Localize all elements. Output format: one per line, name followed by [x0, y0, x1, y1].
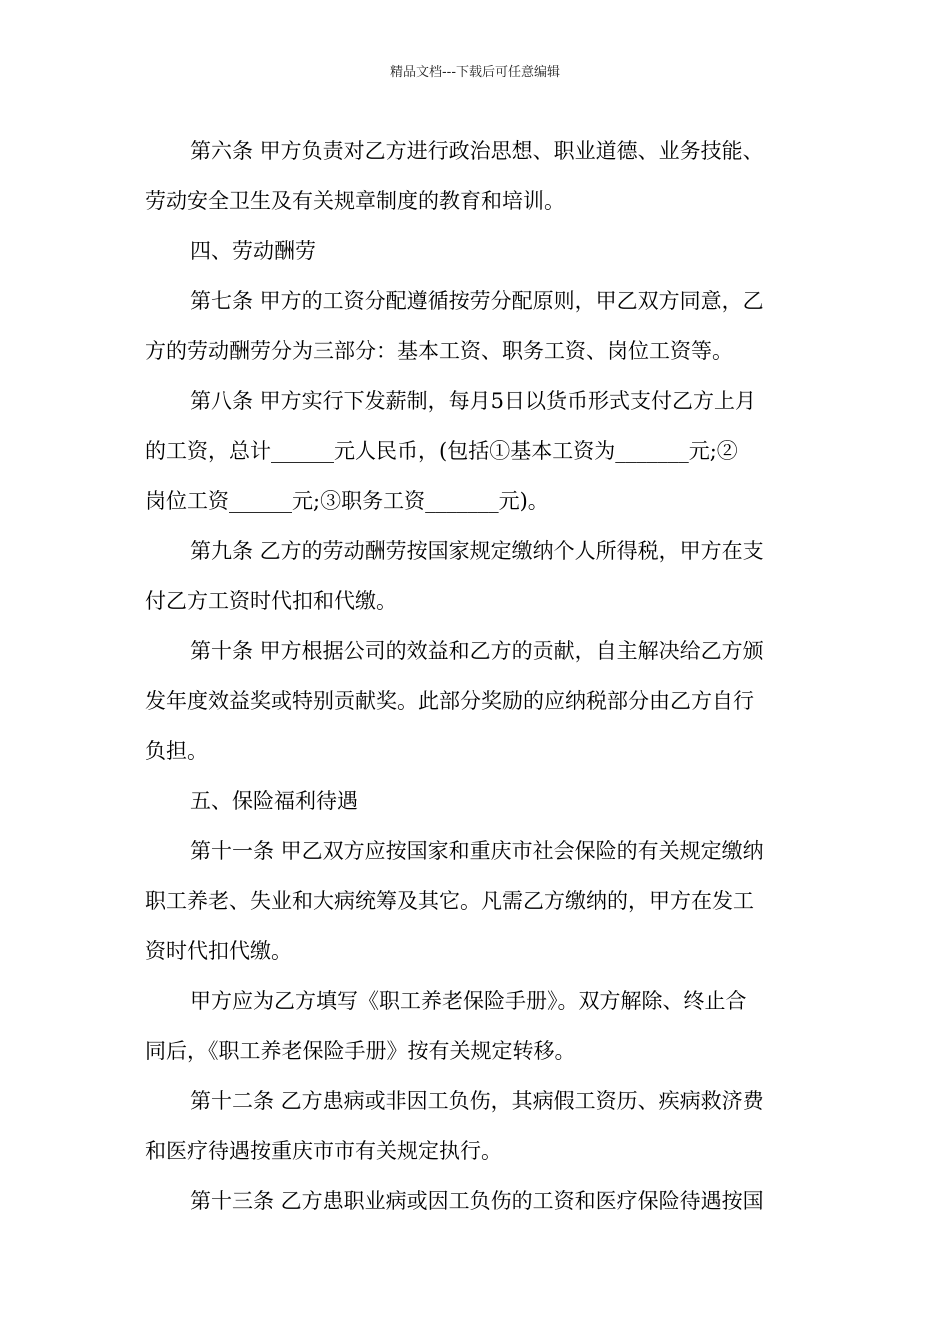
text-line: 资时代扣代缴。: [145, 939, 292, 963]
text-line: 岗位工资______元;③职务工资_______元)。: [145, 489, 549, 513]
text-line: 同后，《职工养老保险手册》按有关规定转移。: [145, 1039, 576, 1063]
text-line: 的工资，总计______元人民币，(包括①基本工资为_______元;②: [145, 439, 738, 463]
text-line: 劳动安全卫生及有关规章制度的教育和培训。: [145, 189, 565, 213]
text-line: 第六条 甲方负责对乙方进行政治思想、职业道德、业务技能、: [190, 139, 764, 163]
page-header: 精品文档---下载后可任意编辑: [389, 65, 561, 80]
text-line: 发年度效益奖或特别贡献奖。此部分奖励的应纳税部分由乙方自行: [145, 689, 754, 713]
text-line: 甲方应为乙方填写《职工养老保险手册》。双方解除、终止合: [190, 989, 747, 1013]
text-line: 第十条 甲方根据公司的效益和乙方的贡献，自主解决给乙方颁: [190, 639, 764, 663]
text-line: 付乙方工资时代扣和代缴。: [145, 589, 397, 613]
text-line: 第九条 乙方的劳动酬劳按国家规定缴纳个人所得税，甲方在支: [190, 539, 764, 563]
text-line: 第十三条 乙方患职业病或因工负伤的工资和医疗保险待遇按国: [190, 1189, 764, 1213]
text-line: 第十一条 甲乙双方应按国家和重庆市社会保险的有关规定缴纳: [190, 839, 764, 863]
text-line: 第七条 甲方的工资分配遵循按劳分配原则，甲乙双方同意，乙: [190, 289, 764, 313]
section-heading: 四、劳动酬劳: [190, 239, 316, 263]
text-line: 和医疗待遇按重庆市市有关规定执行。: [145, 1139, 502, 1163]
text-line: 方的劳动酬劳分为三部分：基本工资、职务工资、岗位工资等。: [145, 339, 733, 363]
section-heading: 五、保险福利待遇: [190, 789, 358, 813]
text-line: 第八条 甲方实行下发薪制，每月5日以货币形式支付乙方上月: [190, 389, 757, 413]
text-line: 负担。: [145, 739, 208, 763]
text-line: 第十二条 乙方患病或非因工负伤，其病假工资历、疾病救济费: [190, 1089, 764, 1113]
text-line: 职工养老、失业和大病统筹及其它。凡需乙方缴纳的，甲方在发工: [145, 889, 754, 913]
